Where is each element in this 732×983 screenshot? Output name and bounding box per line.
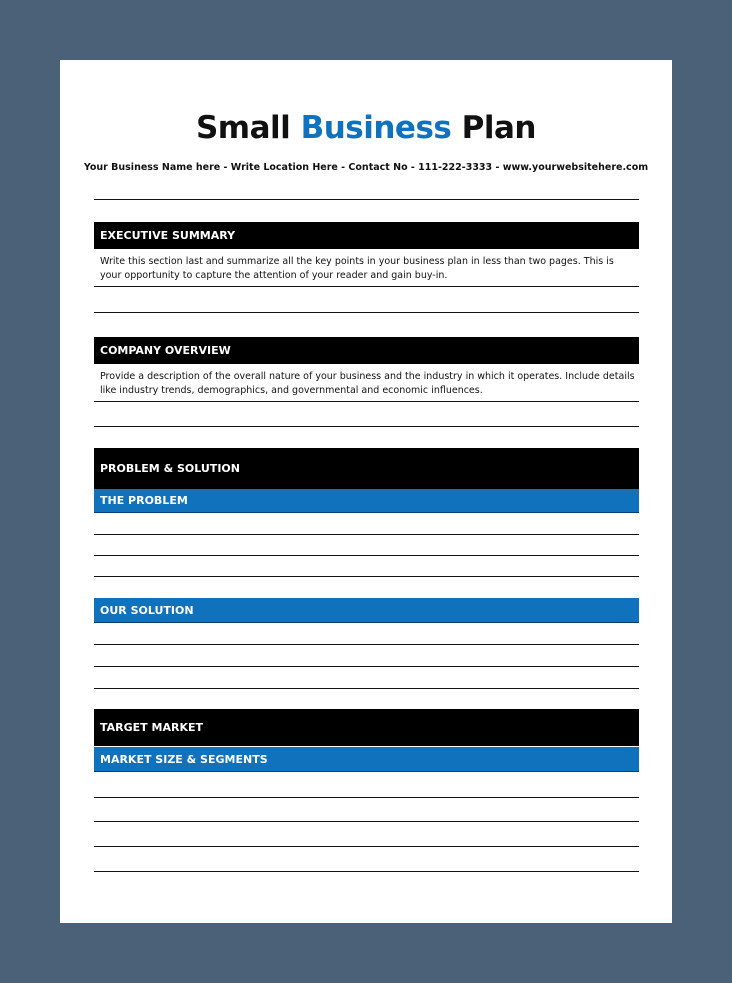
problem-solution-header: PROBLEM & SOLUTION [94,448,639,489]
writing-line[interactable] [94,797,639,798]
document-page [60,60,672,923]
document-subtitle: Your Business Name here - Write Location Here - Contact No - 111-222-3333 - www.yourwebsitehere.com [83,162,649,173]
writing-line[interactable] [94,576,639,577]
the-problem-subheader: THE PROBLEM [94,489,639,513]
divider [94,199,639,200]
title-accent-word: Business [300,110,452,146]
writing-line[interactable] [94,666,639,667]
writing-line[interactable] [94,534,639,535]
executive-summary-header: EXECUTIVE SUMMARY [94,222,639,249]
company-overview-description: Provide a description of the overall nature of your business and the industry in which it operates. Include details like industry trends, demographics, and governmental and economic influences. [100,371,635,396]
writing-line[interactable] [94,846,639,847]
writing-line[interactable] [94,426,639,427]
our-solution-subheader: OUR SOLUTION [94,598,639,623]
writing-line[interactable] [94,871,639,872]
target-market-header: TARGET MARKET [94,709,639,746]
writing-line[interactable] [94,644,639,645]
writing-line[interactable] [94,312,639,313]
writing-line[interactable] [94,555,639,556]
market-size-segments-subheader: MARKET SIZE & SEGMENTS [94,747,639,772]
writing-line[interactable] [94,286,639,287]
company-overview-header: COMPANY OVERVIEW [94,337,639,364]
writing-line[interactable] [94,821,639,822]
title-part-1: Small [195,110,301,146]
document-title [60,110,672,146]
writing-line[interactable] [94,401,639,402]
writing-line[interactable] [94,688,639,689]
title-part-2: Plan [451,110,536,146]
executive-summary-description: Write this section last and summarize all the key points in your business plan in less than two pages. This is your opportunity to capture the attention of your reader and gain buy-in. [100,256,614,281]
